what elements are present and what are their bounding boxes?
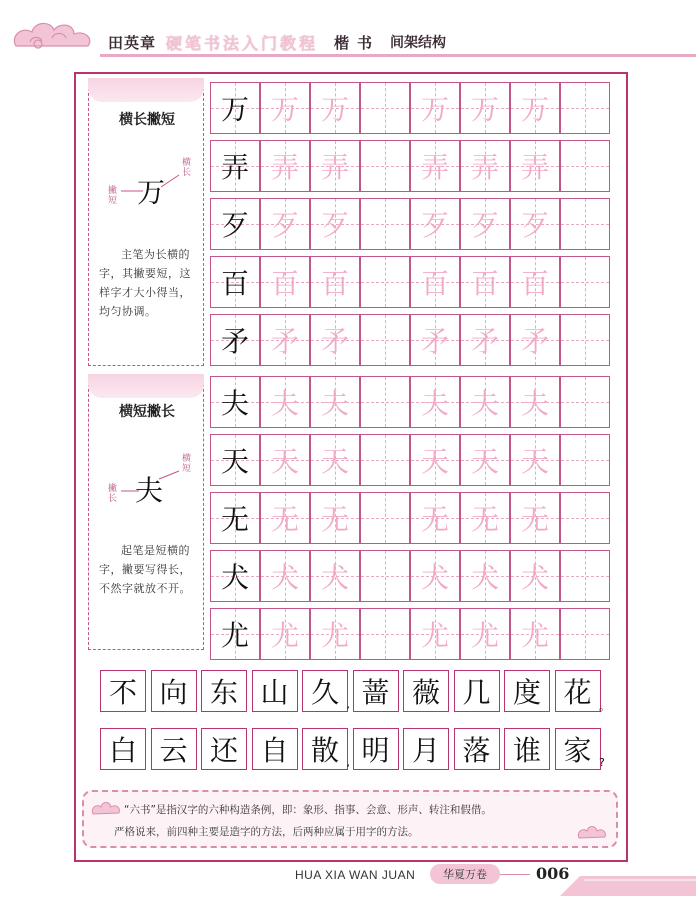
practice-row [210,492,612,544]
trace-character: 夫 [470,387,499,420]
guide-line [585,141,586,191]
practice-row [210,550,612,602]
trace-character: 百 [520,267,549,300]
blank-cell [560,198,610,250]
trace-character: 弄 [270,151,299,184]
guide-line [385,493,386,543]
trace-character: 矛 [420,325,449,358]
trace-cell [260,608,310,660]
series-title: 硬笔书法入门教程 [166,33,319,53]
trace-character: 歹 [420,209,449,242]
trace-character: 尤 [270,619,299,652]
guide-line [585,377,586,427]
trace-character: 无 [320,503,349,536]
model-cell [210,550,260,602]
poem-character-cell: 向 [151,670,197,712]
trace-cell [260,550,310,602]
trace-character: 百 [320,267,349,300]
trace-cell [510,550,560,602]
trace-character: 天 [420,445,449,478]
trace-cell [510,256,560,308]
practice-row [210,434,612,486]
trace-character: 夫 [320,387,349,420]
poem-character-cell: 明 [353,728,399,770]
trace-character: 歹 [270,209,299,242]
cloud-ornament-icon [576,822,610,844]
punctuation-mark: 。 [599,700,610,713]
model-character: 百 [220,267,249,300]
trace-character: 百 [270,267,299,300]
trace-cell [310,140,360,192]
trace-cell [260,376,310,428]
poem-line-2 [100,728,608,770]
practice-row [210,140,612,192]
blank-cell [360,492,410,544]
trace-cell [510,82,560,134]
lesson-box-2 [88,374,204,650]
trace-character: 无 [520,503,549,536]
model-cell [210,140,260,192]
poem-character-cell: 散 [302,728,348,770]
demo-character: 万 [137,176,166,209]
trace-cell [510,314,560,366]
blank-cell [560,140,610,192]
trace-cell [410,376,460,428]
trace-character: 无 [270,503,299,536]
trace-character: 天 [520,445,549,478]
blank-cell [560,550,610,602]
demo-character: 夫 [135,474,164,507]
blank-cell [360,198,410,250]
trace-character: 万 [470,93,499,126]
poem-character-cell: 蔷 [353,670,399,712]
model-character: 无 [220,503,249,536]
blank-cell [360,376,410,428]
trace-cell [510,140,560,192]
note-box [82,790,618,848]
trace-character: 夫 [420,387,449,420]
trace-cell [310,376,360,428]
guide-line [385,377,386,427]
model-character: 尤 [220,619,249,652]
trace-cell [460,608,510,660]
guide-line [385,141,386,191]
trace-cell [510,492,560,544]
poem-character-cell: 自 [252,728,298,770]
model-character: 天 [220,445,249,478]
practice-row [210,256,612,308]
trace-character: 尤 [320,619,349,652]
model-character: 矛 [220,325,249,358]
trace-character: 百 [470,267,499,300]
blank-cell [360,140,410,192]
lesson-description: 主笔为长横的字，其撇要短，这样字才大小得当，均匀协调。 [99,248,191,318]
blank-cell [560,434,610,486]
header-rule [100,54,696,57]
trace-character: 矛 [470,325,499,358]
trace-cell [310,314,360,366]
footer-rule [500,874,530,875]
guide-line [585,609,586,659]
trace-cell [410,608,460,660]
cloud-ornament-icon [90,798,124,820]
trace-character: 无 [420,503,449,536]
guide-line [585,551,586,601]
punctuation-mark: ? [599,756,605,769]
publisher-chinese: 华夏万卷 [430,864,500,884]
model-cell [210,198,260,250]
practice-row [210,198,612,250]
trace-character: 万 [320,93,349,126]
trace-cell [310,492,360,544]
trace-cell [310,256,360,308]
trace-character: 歹 [470,209,499,242]
header-title [108,30,446,54]
model-cell [210,376,260,428]
guide-line [585,199,586,249]
note-line-1: “六书”是指汉字的六种构造条例，即：象形、指事、会意、形声、转注和假借。 [124,804,492,816]
trace-character: 弄 [420,151,449,184]
trace-character: 歹 [520,209,549,242]
practice-row [210,608,612,660]
poem-character-cell: 几 [454,670,500,712]
trace-character: 矛 [320,325,349,358]
model-character: 犬 [220,561,249,594]
trace-cell [410,198,460,250]
lesson-tab [88,78,204,102]
blank-cell [360,82,410,134]
model-character: 万 [220,93,249,126]
model-character: 弄 [220,151,249,184]
trace-character: 夫 [270,387,299,420]
script-style: 楷书 [334,33,381,52]
trace-cell [510,434,560,486]
trace-cell [310,434,360,486]
model-cell [210,82,260,134]
poem-character-cell: 谁 [504,728,550,770]
blank-cell [560,492,610,544]
footer-decoration-icon [560,870,696,896]
trace-character: 尤 [420,619,449,652]
demo-diagram [99,141,195,221]
trace-cell [460,198,510,250]
guide-line [385,551,386,601]
page-number: 006 [536,864,570,883]
guide-line [585,315,586,365]
trace-cell [460,140,510,192]
model-character: 歹 [220,209,249,242]
trace-character: 尤 [470,619,499,652]
poem-character-cell: 薇 [403,670,449,712]
blank-cell [560,314,610,366]
trace-cell [260,492,310,544]
publisher-english: HUA XIA WAN JUAN [295,868,416,882]
trace-cell [410,434,460,486]
trace-character: 天 [270,445,299,478]
trace-cell [310,608,360,660]
practice-row [210,376,612,428]
trace-cell [510,608,560,660]
trace-character: 夫 [520,387,549,420]
model-character: 夫 [220,387,249,420]
model-cell [210,608,260,660]
model-cell [210,492,260,544]
poem-character-cell: 花 [555,670,601,712]
model-cell [210,256,260,308]
blank-cell [360,256,410,308]
trace-cell [410,140,460,192]
guide-line [585,83,586,133]
lesson-title: 横长撇短 [119,112,175,128]
poem-character-cell: 云 [151,728,197,770]
blank-cell [560,256,610,308]
guide-line [385,83,386,133]
page-header [0,0,700,70]
label-horizontal: 横长 [180,157,190,177]
trace-cell [410,256,460,308]
trace-character: 万 [520,93,549,126]
poem-line-1 [100,670,608,712]
punctuation-mark: , [346,698,350,711]
lesson-title: 横短撇长 [119,404,175,420]
trace-character: 万 [420,93,449,126]
cloud-ornament-icon [8,14,108,58]
guide-line [385,257,386,307]
blank-cell [560,82,610,134]
trace-character: 万 [270,93,299,126]
trace-character: 弄 [320,151,349,184]
poem-character-cell: 月 [403,728,449,770]
trace-character: 百 [420,267,449,300]
punctuation-mark: , [346,756,350,769]
author-name: 田英章 [108,33,157,52]
guide-line [385,609,386,659]
guide-line [385,315,386,365]
trace-cell [460,256,510,308]
blank-cell [560,608,610,660]
trace-cell [460,376,510,428]
trace-character: 天 [320,445,349,478]
poem-character-cell: 东 [201,670,247,712]
poem-character-cell: 久 [302,670,348,712]
trace-cell [260,434,310,486]
trace-character: 歹 [320,209,349,242]
trace-cell [310,82,360,134]
poem-character-cell: 家 [555,728,601,770]
label-horizontal: 横短 [180,453,190,473]
trace-cell [410,82,460,134]
trace-character: 矛 [270,325,299,358]
trace-cell [260,314,310,366]
trace-character: 矛 [520,325,549,358]
lesson-tab [88,374,204,398]
poem-character-cell: 白 [100,728,146,770]
guide-line [385,199,386,249]
trace-character: 犬 [270,561,299,594]
guide-line [585,493,586,543]
trace-character: 弄 [470,151,499,184]
model-cell [210,434,260,486]
trace-cell [460,492,510,544]
guide-line [585,435,586,485]
demo-diagram [99,441,195,521]
blank-cell [360,608,410,660]
poem-character-cell: 度 [504,670,550,712]
guide-line [385,435,386,485]
trace-cell [310,198,360,250]
poem-character-cell: 还 [201,728,247,770]
poem-character-cell: 山 [252,670,298,712]
trace-character: 弄 [520,151,549,184]
trace-cell [460,434,510,486]
trace-character: 犬 [420,561,449,594]
practice-row [210,314,612,366]
trace-character: 天 [470,445,499,478]
trace-cell [260,140,310,192]
trace-character: 犬 [520,561,549,594]
model-cell [210,314,260,366]
trace-cell [260,256,310,308]
label-left-falling: 撇长 [106,483,116,503]
trace-cell [460,550,510,602]
trace-cell [410,314,460,366]
trace-character: 犬 [320,561,349,594]
guide-line [585,257,586,307]
trace-character: 尤 [520,619,549,652]
trace-cell [460,82,510,134]
lesson-description: 起笔是短横的字，撇要写得长，不然字就放不开。 [99,544,191,595]
trace-character: 无 [470,503,499,536]
practice-row [210,82,612,134]
poem-character-cell: 不 [100,670,146,712]
trace-cell [260,82,310,134]
trace-cell [410,550,460,602]
label-left-falling: 撇短 [106,185,116,205]
trace-cell [460,314,510,366]
trace-cell [410,492,460,544]
blank-cell [360,434,410,486]
chapter-topic: 间架结构 [390,35,447,51]
note-line-2: 严格说来，前四种主要是造字的方法，后两种应属于用字的方法。 [114,826,419,838]
trace-cell [260,198,310,250]
blank-cell [360,550,410,602]
blank-cell [360,314,410,366]
poem-character-cell: 落 [454,728,500,770]
blank-cell [560,376,610,428]
lesson-box-1 [88,78,204,366]
trace-cell [310,550,360,602]
trace-character: 犬 [470,561,499,594]
trace-cell [510,198,560,250]
trace-cell [510,376,560,428]
